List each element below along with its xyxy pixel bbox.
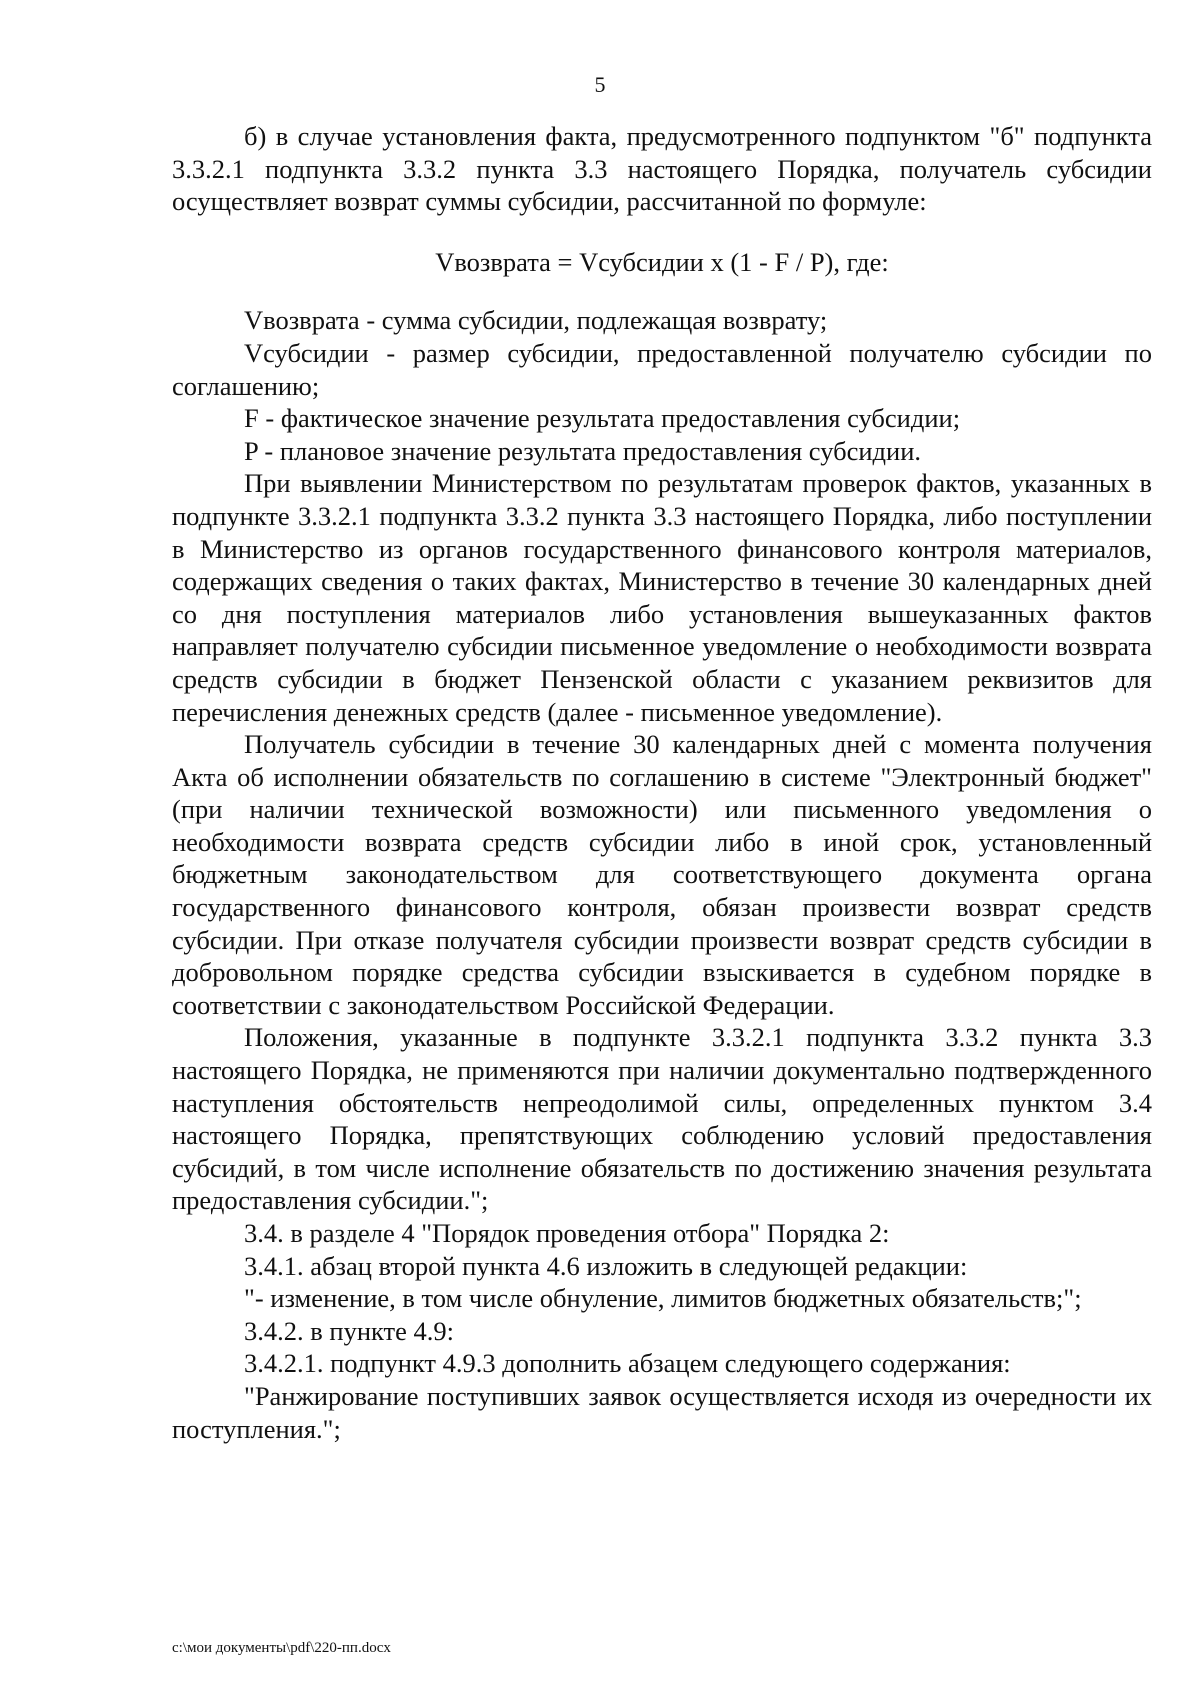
definition-v-return: Vвозврата - сумма субсидии, подлежащая возврату; bbox=[244, 305, 828, 336]
paragraph-3-4-2-1: 3.4.2.1. подпункт 4.9.3 дополнить абзацем следующего содержания: bbox=[244, 1348, 1011, 1379]
paragraph-force-majeure: Положения, указанные в подпункте 3.3.2.1 подпункта 3.3.2 пункта 3.3 настоящего Порядка, не применяются при наличии документально подтвержденного наступления обстоятельств непреодолимой силы, определенных пунктом 3.4 настоящего Порядка, препятствующих соблюдению условий предоставления субсидий, в том числе исполнение обязательств по достижению значения результата предоставления субсидии."; bbox=[172, 1022, 1152, 1216]
definition-f: F - фактическое значение результата предоставления субсидии; bbox=[244, 403, 961, 434]
paragraph-ranking: "Ранжирование поступивших заявок осуществляется исходя из очередности их поступления."; bbox=[172, 1380, 1152, 1444]
paragraph-limits: "- изменение, в том числе обнуление, лимитов бюджетных обязательств;"; bbox=[244, 1283, 1082, 1314]
definition-p: P - плановое значение результата предоставления субсидии. bbox=[244, 435, 922, 466]
paragraph-recipient-return: Получатель субсидии в течение 30 календарных дней с момента получения Акта об исполнении обязательств по соглашению в системе "Электронный бюджет" (при наличии технической возможности) или письменного уведомления о необходимости возврата средств субсидии либо в иной срок, установленный бюджетным законодательством для соответствующего документа органа государственного финансового контроля, обязан произвести возврат средств субсидии. При отказе получателя субсидии произвести возврат средств субсидии в добровольном порядке средства субсидии взыскивается в судебном порядке в соответствии с законодательством Российской Федерации. bbox=[172, 729, 1152, 1020]
paragraph-3-4-2: 3.4.2. в пункте 4.9: bbox=[244, 1315, 454, 1346]
document-body bbox=[172, 120, 1152, 1445]
footer-file-path: c:\мои документы\pdf\220-пп.docx bbox=[172, 1640, 391, 1656]
definition-v-subsidy: Vсубсидии - размер субсидии, предоставленной получателю субсидии по соглашению; bbox=[172, 337, 1152, 401]
paragraph-ministry-findings: При выявлении Министерством по результатам проверок фактов, указанных в подпункте 3.3.2.1 подпункта 3.3.2 пункта 3.3 настоящего Порядка, либо поступлении в Министерство из органов государственного финансового контроля материалов, содержащих сведения о таких фактах, Министерство в течение 30 календарных дней со дня поступления материалов либо установления вышеуказанных фактов направляет получателю субсидии письменное уведомление о необходимости возврата средств субсидии в бюджет Пензенской области с указанием реквизитов для перечисления денежных средств (далее - письменное уведомление). bbox=[172, 468, 1152, 727]
paragraph-3-4-1: 3.4.1. абзац второй пункта 4.6 изложить в следующей редакции: bbox=[244, 1250, 968, 1281]
formula: Vвозврата = Vсубсидии x (1 - F / P), где: bbox=[435, 246, 889, 277]
paragraph-section-4: 3.4. в разделе 4 "Порядок проведения отбора" Порядка 2: bbox=[244, 1218, 890, 1248]
page-number: 5 bbox=[594, 72, 606, 97]
paragraph-return-case: б) в случае установления факта, предусмотренного подпунктом "б" подпункта 3.3.2.1 подпункта 3.3.2 пункта 3.3 настоящего Порядка, получатель субсидии осуществляет возврат суммы субсидии, рассчитанной по формуле: bbox=[172, 121, 1152, 217]
